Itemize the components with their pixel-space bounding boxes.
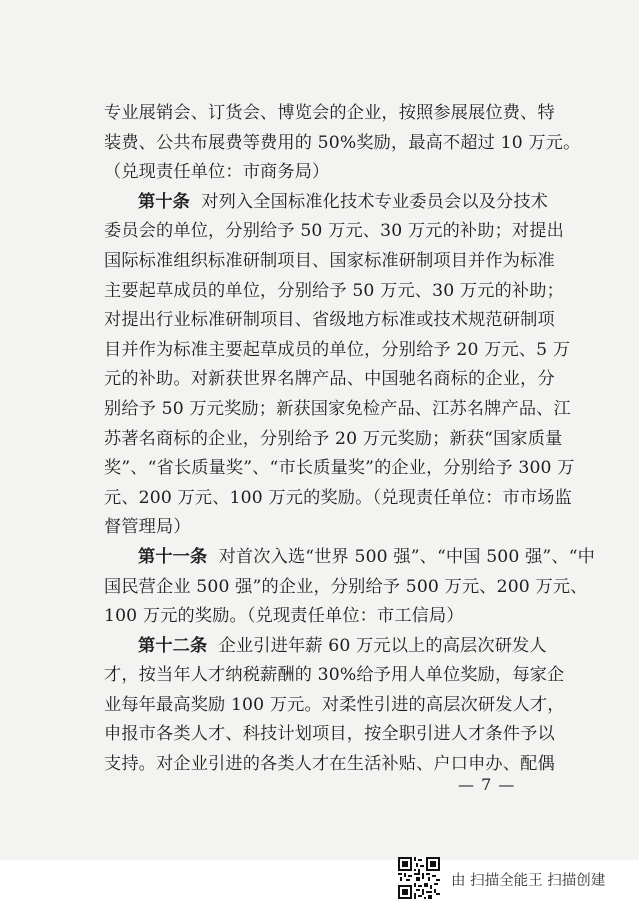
article-10-heading: 第十条	[138, 191, 191, 212]
text-line: 国民营企业 500 强”的企业，分别给予 500 万元、200 万元、	[104, 576, 588, 597]
text-line: 才，按当年人才纳税薪酬的 30%给予用人单位奖励，每家企	[104, 665, 565, 686]
text-line: 主要起草成员的单位，分别给予 50 万元、30 万元的补助；	[104, 280, 564, 301]
article-12	[104, 632, 565, 780]
document-body	[104, 99, 595, 780]
text-line: 苏著名商标的企业，分别给予 20 万元奖励；新获“国家质量	[104, 428, 563, 449]
page-number: — 7 —	[458, 775, 516, 794]
text-line-body: 对首次入选“世界 500 强”、“中国 500 强”、“中	[218, 546, 595, 567]
text-line: 目并作为标准主要起草成员的单位，分别给予 20 万元、5 万	[104, 339, 571, 360]
article-10	[104, 188, 575, 543]
text-line: 装费、公共布展费等费用的 50%奖励，最高不超过 10 万元。	[104, 132, 581, 153]
text-line-body: 企业引进年薪 60 万元以上的高层次研发人	[218, 635, 547, 656]
text-line: 对提出行业标准研制项目、省级地方标准或技术规范研制项	[104, 310, 555, 331]
text-line: 100 万元的奖励。（兑现责任单位：市工信局）	[104, 606, 464, 627]
text-line: 元的补助。对新获世界名牌产品、中国驰名商标的企业，分	[104, 369, 555, 390]
text-line-body: 对列入全国标准化技术专业委员会以及分技术	[201, 191, 549, 212]
text-line: 元、200 万元、100 万元的奖励。（兑现责任单位：市市场监	[104, 487, 572, 508]
text-line	[104, 543, 595, 573]
article-11-heading: 第十一条	[138, 546, 208, 567]
scanner-watermark-text: 由 扫描全能王 扫描创建	[451, 873, 606, 889]
text-line	[104, 188, 549, 218]
text-line: 督管理局）	[104, 517, 191, 538]
qr-code-icon	[398, 857, 440, 899]
text-line: （兑现责任单位：市商务局）	[104, 162, 330, 183]
paragraph-continued	[104, 99, 581, 188]
text-line: 委员会的单位，分别给予 50 万元、30 万元的补助；对提出	[104, 221, 564, 242]
article-11	[104, 543, 595, 632]
text-line: 别给予 50 万元奖励；新获国家免检产品、江苏名牌产品、江	[104, 398, 571, 419]
text-line	[104, 632, 547, 662]
text-line: 支持。对企业引进的各类人才在生活补贴、户口申办、配偶	[104, 754, 555, 775]
text-line: 国际标准组织标准研制项目、国家标准研制项目并作为标准	[104, 250, 555, 271]
text-line: 专业展销会、订货会、博览会的企业，按照参展展位费、特	[104, 103, 555, 123]
text-line: 业每年最高奖励 100 万元。对柔性引进的高层次研发人才，	[104, 694, 565, 715]
article-12-heading: 第十二条	[138, 635, 208, 656]
text-line: 奖”、“省长质量奖”、“市长质量奖”的企业，分别给予 300 万	[104, 458, 575, 479]
text-line: 申报市各类人才、科技计划项目，按全职引进人才条件予以	[104, 724, 555, 745]
